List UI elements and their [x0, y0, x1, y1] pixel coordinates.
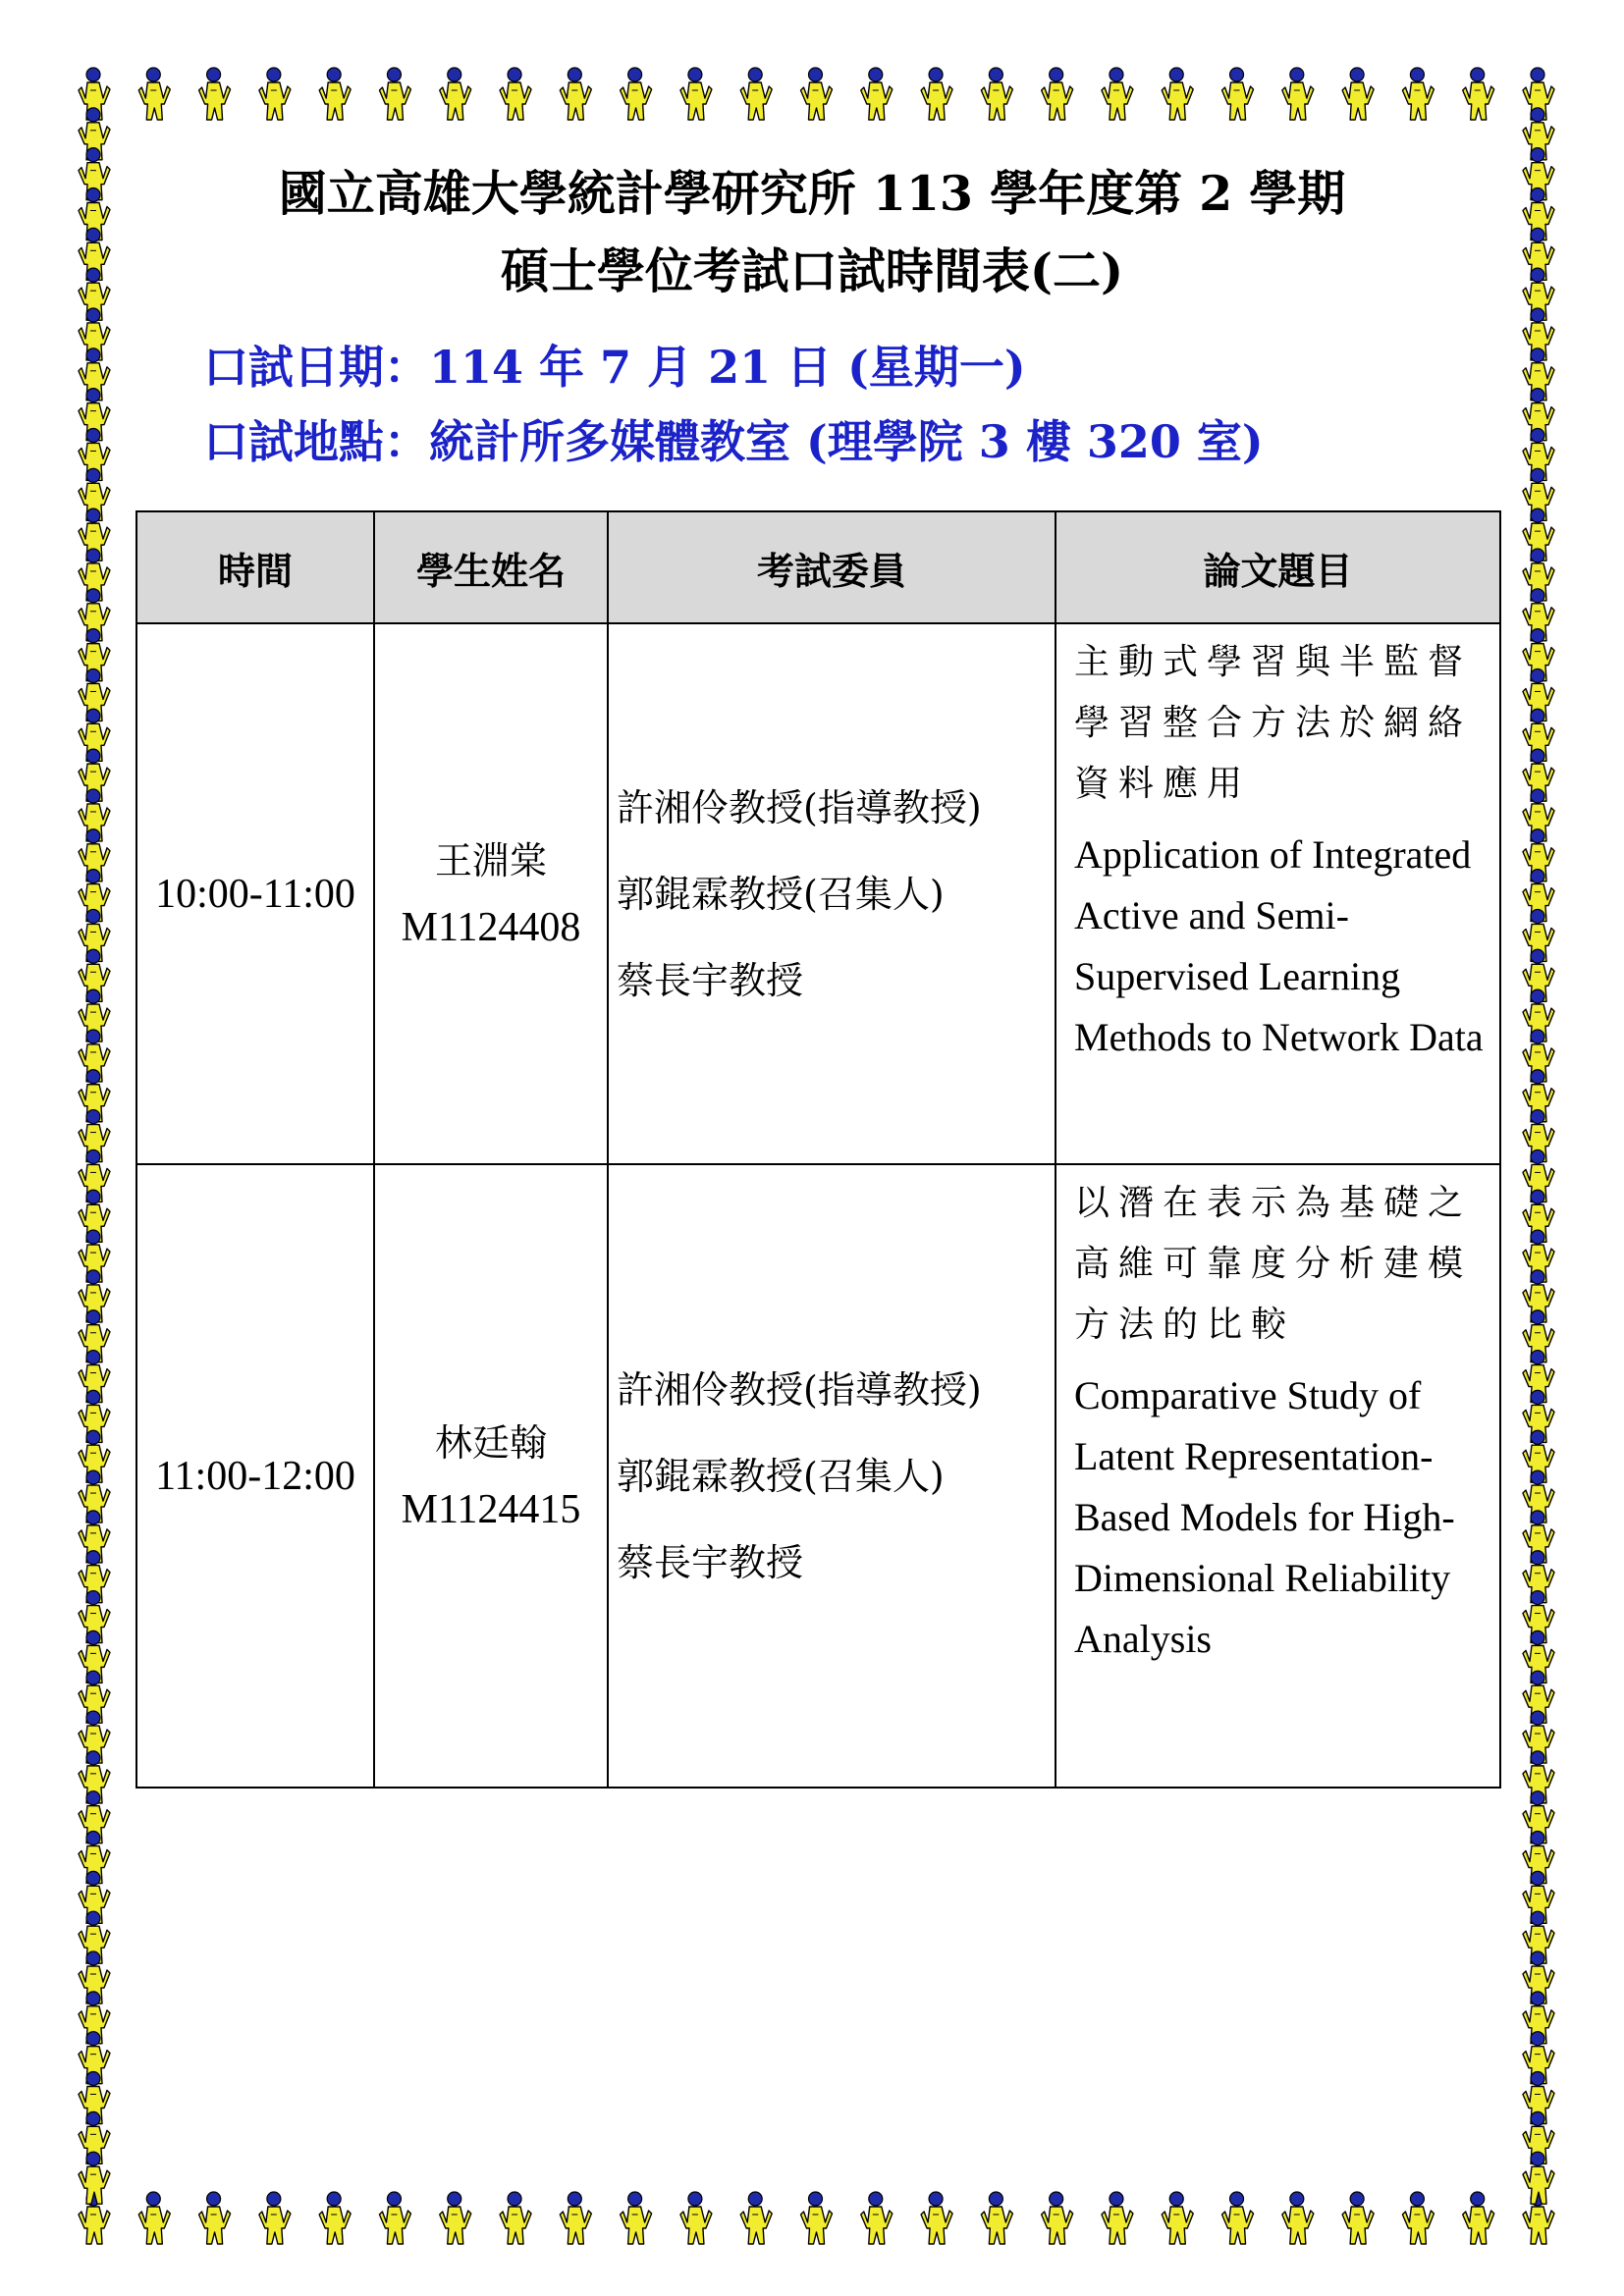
- border-figure-icon: [861, 68, 893, 120]
- committee-member: 蔡長宇教授: [617, 1540, 804, 1584]
- border-figure-icon: [440, 68, 471, 120]
- border-figure-icon: [560, 68, 591, 120]
- committee-member: 郭錕霖教授(召集人): [617, 872, 945, 916]
- border-figure-icon: [680, 2192, 712, 2244]
- student-name: 王淵棠: [434, 838, 547, 882]
- thesis-cell: [1056, 623, 1500, 1164]
- header-row: [136, 511, 1500, 623]
- committee-cell: [608, 1164, 1056, 1788]
- border-figure-icon: [621, 2192, 652, 2244]
- border-figure-icon: [981, 2192, 1012, 2244]
- border-figure-icon: [379, 68, 410, 120]
- title-line-1: 國立高雄大學統計學研究所 113 學年度第 2 學期: [278, 165, 1346, 222]
- border-figure-icon: [1463, 2192, 1494, 2244]
- border-figure-icon: [138, 2192, 170, 2244]
- border-figure-icon: [740, 68, 772, 120]
- exam-date: 口試日期：114 年 7 月 21 日 (星期一): [203, 341, 1026, 394]
- border-figure-icon: [621, 68, 652, 120]
- border-figure-icon: [801, 68, 833, 120]
- border-figure-icon: [1102, 2192, 1133, 2244]
- thesis-title-en: Application of Integrated Active and Semi-Supervised Learning Methods to Network Data: [1074, 832, 1484, 1059]
- border-figure-icon: [79, 2192, 110, 2244]
- thesis-title-en: Comparative Study of Latent Representation-Based Models for High-Dimensional Reliability Analysis: [1074, 1373, 1455, 1661]
- border-figure-icon: [560, 2192, 591, 2244]
- committee-member: 郭錕霖教授(召集人): [617, 1454, 945, 1498]
- exam-location: 口試地點：統計所多媒體教室 (理學院 3 樓 320 室): [203, 415, 1264, 468]
- border-figure-icon: [1102, 68, 1133, 120]
- border-figure-icon: [199, 68, 231, 120]
- border-figure-icon: [259, 68, 291, 120]
- border-figure-icon: [740, 2192, 772, 2244]
- student-cell: [374, 1164, 608, 1788]
- border-figure-icon: [319, 68, 351, 120]
- border-figure-icon: [1402, 2192, 1434, 2244]
- border-figure-icon: [1222, 2192, 1254, 2244]
- header-committee: 考試委員: [608, 511, 1056, 623]
- border-figure-icon: [861, 2192, 893, 2244]
- student-id: M1124408: [401, 904, 581, 950]
- border-figure-icon: [1162, 68, 1193, 120]
- committee-cell: [608, 623, 1056, 1164]
- student-cell: [374, 623, 608, 1164]
- border-figure-icon: [319, 2192, 351, 2244]
- border-figure-icon: [379, 2192, 410, 2244]
- border-figure-icon: [921, 68, 952, 120]
- schedule-table: [135, 510, 1501, 1789]
- header-thesis-title: 論文題目: [1056, 511, 1500, 623]
- border-figure-icon: [1282, 2192, 1314, 2244]
- committee-member: 許湘伶教授(指導教授): [617, 785, 982, 829]
- header-student-name: 學生姓名: [374, 511, 608, 623]
- header-time: 時間: [136, 511, 374, 623]
- page-title: [0, 155, 1624, 310]
- border-figure-icon: [1402, 68, 1434, 120]
- border-figure-icon: [1162, 2192, 1193, 2244]
- border-figure-icon: [259, 2192, 291, 2244]
- table-row: [136, 623, 1500, 1164]
- border-figure-icon: [500, 2192, 531, 2244]
- thesis-title-zh: 主動式學習與半監督學習整合方法於網絡資料應用: [1074, 642, 1473, 804]
- border-figure-icon: [921, 2192, 952, 2244]
- title-line-2: 碩士學位考試口試時間表(二): [500, 242, 1124, 299]
- border-figure-icon: [1463, 68, 1494, 120]
- border-figure-icon: [680, 68, 712, 120]
- committee-member: 許湘伶教授(指導教授): [617, 1367, 982, 1412]
- border-figure-icon: [440, 2192, 471, 2244]
- border-figure-icon: [1523, 2192, 1554, 2244]
- thesis-title-zh: 以潛在表示為基礎之高維可靠度分析建模方法的比較: [1074, 1183, 1473, 1345]
- student-name: 林廷翰: [434, 1420, 547, 1465]
- border-figure-icon: [1222, 68, 1254, 120]
- border-figure-icon: [199, 2192, 231, 2244]
- time-cell: 10:00-11:00: [136, 623, 374, 1164]
- border-figure-icon: [1042, 68, 1073, 120]
- border-figure-icon: [801, 2192, 833, 2244]
- border-figure-icon: [1342, 68, 1374, 120]
- student-id: M1124415: [401, 1486, 581, 1532]
- border-figure-icon: [1042, 2192, 1073, 2244]
- border-figure-icon: [981, 68, 1012, 120]
- table-row: [136, 1164, 1500, 1788]
- border-figure-icon: [1342, 2192, 1374, 2244]
- border-figure-icon: [500, 68, 531, 120]
- border-figure-icon: [138, 68, 170, 120]
- time-cell: 11:00-12:00: [136, 1164, 374, 1788]
- border-figure-icon: [1282, 68, 1314, 120]
- committee-member: 蔡長宇教授: [617, 958, 804, 1002]
- thesis-cell: [1056, 1164, 1500, 1788]
